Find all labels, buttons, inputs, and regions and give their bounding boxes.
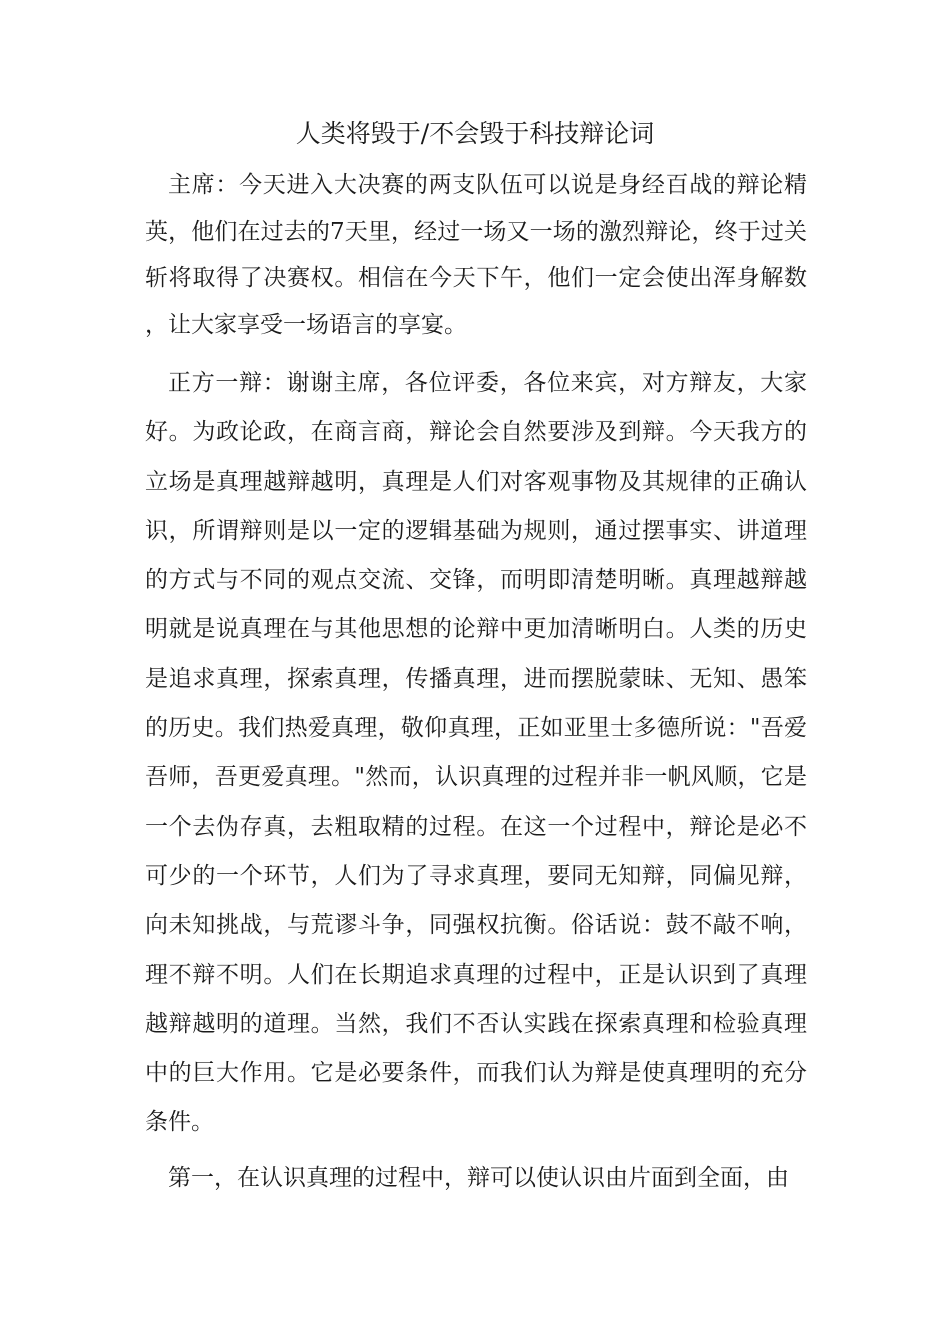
paragraph-affirmative-first-speaker: 正方一辩：谢谢主席，各位评委，各位来宾，对方辩友，大家好。为政论政，在商言商，辩论会自然要涉及到辩。今天我方的立场是真理越辩越明，真理是人们对客观事物及其规律的正确认识，所谓辩则是以一定的逻辑基础为规则，通过摆事实、讲道理的方式与不同的观点交流、交锋，而明即清楚明晰。真理越辩越明就是说真理在与其他思想的论辩中更加清晰明白。人类的历史是追求真理，探索真理，传播真理，进而摆脱蒙昧、无知、愚笨的历史。我们热爱真理，敬仰真理，正如亚里士多德所说："吾爱吾师，吾更爱真理。"然而，认识真理的过程并非一帆风顺，它是一个去伪存真，去粗取精的过程。在这一个过程中，辩论是必不可少的一个环节，人们为了寻求真理，要同无知辩，同偏见辩，向未知挑战，与荒谬斗争，同强权抗衡。俗话说：鼓不敲不响，理不辩不明。人们在长期追求真理的过程中，正是认识到了真理越辩越明的道理。当然，我们不否认实践在探索真理和检验真理中的巨大作用。它是必要条件，而我们认为辩是使真理明的充分条件。 [145, 370, 807, 1136]
document-title: 人类将毁于/不会毁于科技辩论词 [295, 119, 655, 148]
paragraph-chairman-intro: 主席：今天进入大决赛的两支队伍可以说是身经百战的辩论精英，他们在过去的7天里，经过一场又一场的激烈辩论，终于过关斩将取得了决赛权。相信在今天下午，他们一定会使出浑身解数，让大家享受一场语言的享宴。 [145, 172, 807, 338]
paragraph-first-point: 第一，在认识真理的过程中，辩可以使认识由片面到全面，由 [168, 1164, 789, 1191]
document-body [145, 162, 807, 1203]
